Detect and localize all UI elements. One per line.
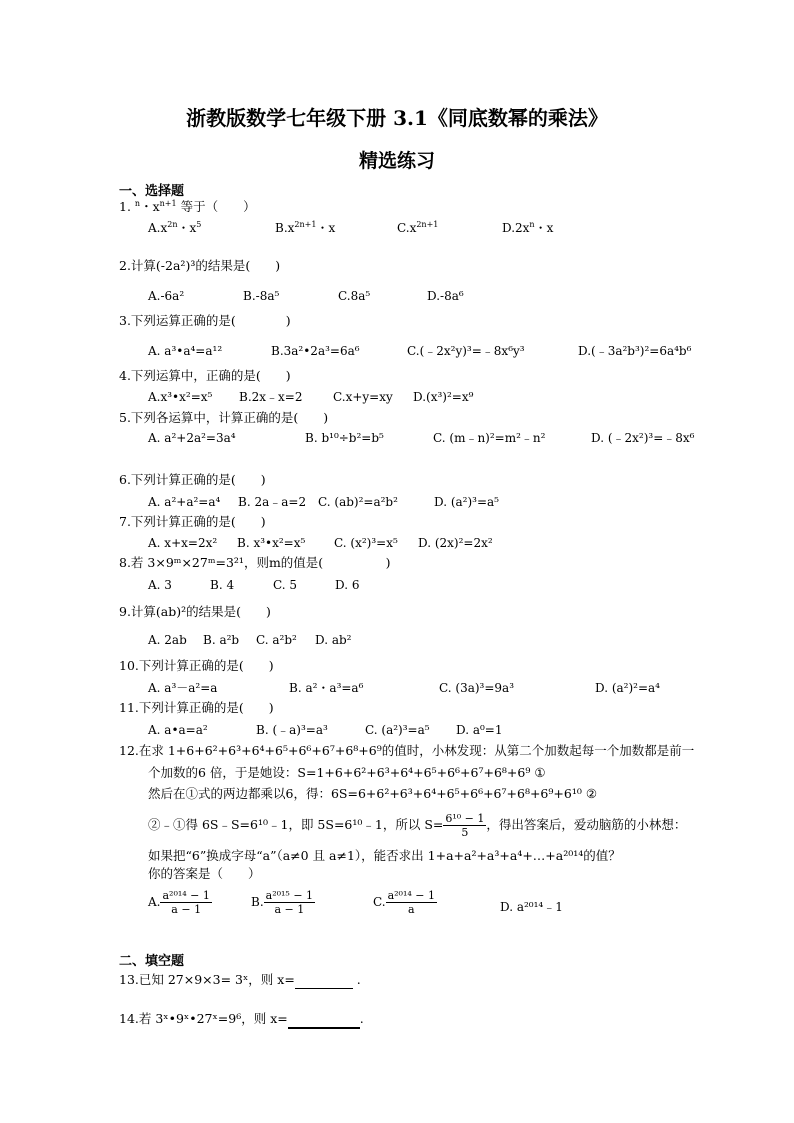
q12-line-3: 然后在①式的两边都乘以6，得：6S=6+6²+6³+6⁴+6⁵+6⁶+6⁷+6⁸+6⁹+6¹⁰ ② — [148, 786, 598, 801]
q2-option-a: A.-6a² — [148, 289, 185, 303]
q10-option-c: C. (3a)³=9a³ — [439, 681, 514, 695]
q4-option-d: D.(x³)²=x⁹ — [413, 390, 474, 404]
q3-option-d: D.(﹣3a²b³)²=6a⁴b⁶ — [578, 344, 692, 358]
q4-option-a: A.x³•x²=x⁵ — [148, 390, 213, 404]
page-title: 浙教版数学七年级下册 3.1《同底数幂的乘法》 — [186, 106, 608, 130]
q13: 13.已知 27×9×3= 3ˣ，则 x= . — [119, 972, 361, 987]
q5-option-c: C. (m﹣n)²=m²﹣n² — [433, 431, 546, 445]
q7-option-d: D. (2x)²=2x² — [418, 536, 493, 550]
q1-option-a: $A.x^{2n}$・$x^5$ — [148, 220, 202, 235]
q6-option-b: B. 2a﹣a=2 — [238, 495, 307, 509]
q12-line-4: ②﹣①得 6S﹣S=6¹⁰﹣1，即 5S=6¹⁰﹣1，所以 S= $\frac{\text{6¹⁰ − 1}}{5}$ ，得出答案后，爱动脑筋的小林想： — [148, 812, 687, 839]
q10-option-a: A. a³－a²=a — [148, 681, 218, 695]
q8-option-a: A. 3 — [148, 578, 172, 592]
q4-option-c: C.x+y=xy — [333, 390, 393, 404]
q11-option-d: D. a⁰=1 — [456, 723, 503, 737]
q8-option-b: B. 4 — [210, 578, 235, 592]
q12-option-d: D. a²⁰¹⁴﹣1 — [500, 900, 563, 914]
q2-stem: 2.计算(-2a²)³的结果是( ) — [119, 258, 281, 273]
q9-option-b: B. a²b — [203, 633, 240, 647]
q11-option-a: A. a•a=a² — [148, 723, 208, 737]
q6-option-a: A. a²+a²=a⁴ — [148, 495, 221, 509]
q9-stem: 9.计算(ab)²的结果是( ) — [119, 604, 271, 619]
q6-stem: 6.下列计算正确的是( ) — [119, 472, 266, 487]
q12-line-1: 12.在求 1+6+6²+6³+6⁴+6⁵+6⁶+6⁷+6⁸+6⁹的值时，小林发现：从第二个加数起每一个加数都是前一 — [119, 743, 695, 758]
q10-stem: 10.下列计算正确的是( ) — [119, 658, 274, 673]
q10-option-d: D. (a²)²=a⁴ — [595, 681, 660, 695]
q3-option-a: A. a³•a⁴=a¹² — [148, 344, 223, 358]
q4-option-b: B.2x﹣x=2 — [239, 390, 303, 404]
q12-line-5: 如果把“6”换成字母“a”（a≠0 且 a≠1），能否求出 1+a+a²+a³+a⁴+…+a²⁰¹⁴的值？ — [148, 848, 621, 863]
q9-option-d: D. ab² — [315, 633, 352, 647]
q11-stem: 11.下列计算正确的是( ) — [119, 700, 274, 715]
q12-fraction: $\frac{\text{6¹⁰ − 1}}{5}$ — [445, 812, 485, 839]
q12-line-6: 你的答案是（ ） — [148, 866, 261, 881]
section-choice-heading: 一、选择题 — [119, 184, 185, 199]
q5-option-a: A. a²+2a²=3a⁴ — [148, 431, 236, 445]
q2-option-c: C.8a⁵ — [338, 289, 371, 303]
q5-option-b: B. b¹⁰÷b²=b⁵ — [305, 431, 384, 445]
q1-stem: 1. $^n$・$x^{n+1}$ 等于（ ） — [119, 199, 256, 214]
q1-option-d: $D.2x^n$・x — [502, 220, 554, 235]
q9-option-c: C. a²b² — [256, 633, 297, 647]
q13-answer-blank[interactable] — [295, 972, 353, 989]
q10-option-b: B. a²・a³=a⁶ — [289, 681, 364, 695]
q12-option-a: A. $\frac{\text{a²⁰¹⁴ − 1}}{a - 1}$ — [148, 889, 210, 916]
q3-option-c: C.(﹣2x²y)³=﹣8x⁶y³ — [407, 344, 525, 358]
q11-option-c: C. (a²)³=a⁵ — [365, 723, 430, 737]
q11-option-b: B. (﹣a)³=a³ — [256, 723, 328, 737]
q1-option-b: $B.x^{2n+1}$・x — [275, 220, 336, 235]
q4-stem: 4.下列运算中，正确的是( ) — [119, 368, 291, 383]
q7-stem: 7.下列计算正确的是( ) — [119, 514, 266, 529]
q8-option-d: D. 6 — [335, 578, 360, 592]
q6-option-c: C. (ab)²=a²b² — [318, 495, 398, 509]
q2-option-d: D.-8a⁶ — [427, 289, 464, 303]
q12-option-b: B. $\frac{\text{a²⁰¹⁵ − 1}}{a - 1}$ — [251, 889, 314, 916]
q14-answer-blank[interactable] — [288, 1011, 360, 1029]
q7-option-b: B. x³•x²=x⁵ — [237, 536, 306, 550]
q2-option-b: B.-8a⁵ — [243, 289, 280, 303]
q1-option-c: $C.x^{2n+1}$ — [397, 220, 439, 235]
q12-line-2: 个加数的6 倍，于是她设：S=1+6+6²+6³+6⁴+6⁵+6⁶+6⁷+6⁸+6⁹ ① — [148, 765, 546, 780]
q7-option-c: C. (x²)³=x⁵ — [334, 536, 398, 550]
q5-stem: 5.下列各运算中，计算正确的是( ) — [119, 410, 329, 425]
q5-option-d: D. (﹣2x²)³=﹣8x⁶ — [591, 431, 695, 445]
q7-option-a: A. x+x=2x² — [148, 536, 218, 550]
page-subtitle: 精选练习 — [358, 150, 435, 172]
q8-option-c: C. 5 — [273, 578, 298, 592]
q3-option-b: B.3a²•2a³=6a⁶ — [271, 344, 360, 358]
q3-stem: 3.下列运算正确的是( ) — [119, 313, 291, 328]
q9-option-a: A. 2ab — [148, 633, 187, 647]
q12-option-c: C. $\frac{\text{a²⁰¹⁴ − 1}}{a}$ — [373, 889, 435, 916]
q6-option-d: D. (a²)³=a⁵ — [434, 495, 499, 509]
section-fill-heading: 二、填空题 — [119, 954, 185, 969]
q14: 14.若 3ˣ•9ˣ•27ˣ=9⁶，则 x= . — [119, 1011, 364, 1029]
q8-stem: 8.若 3×9ᵐ×27ᵐ=3²¹，则m的值是( ) — [119, 555, 391, 570]
